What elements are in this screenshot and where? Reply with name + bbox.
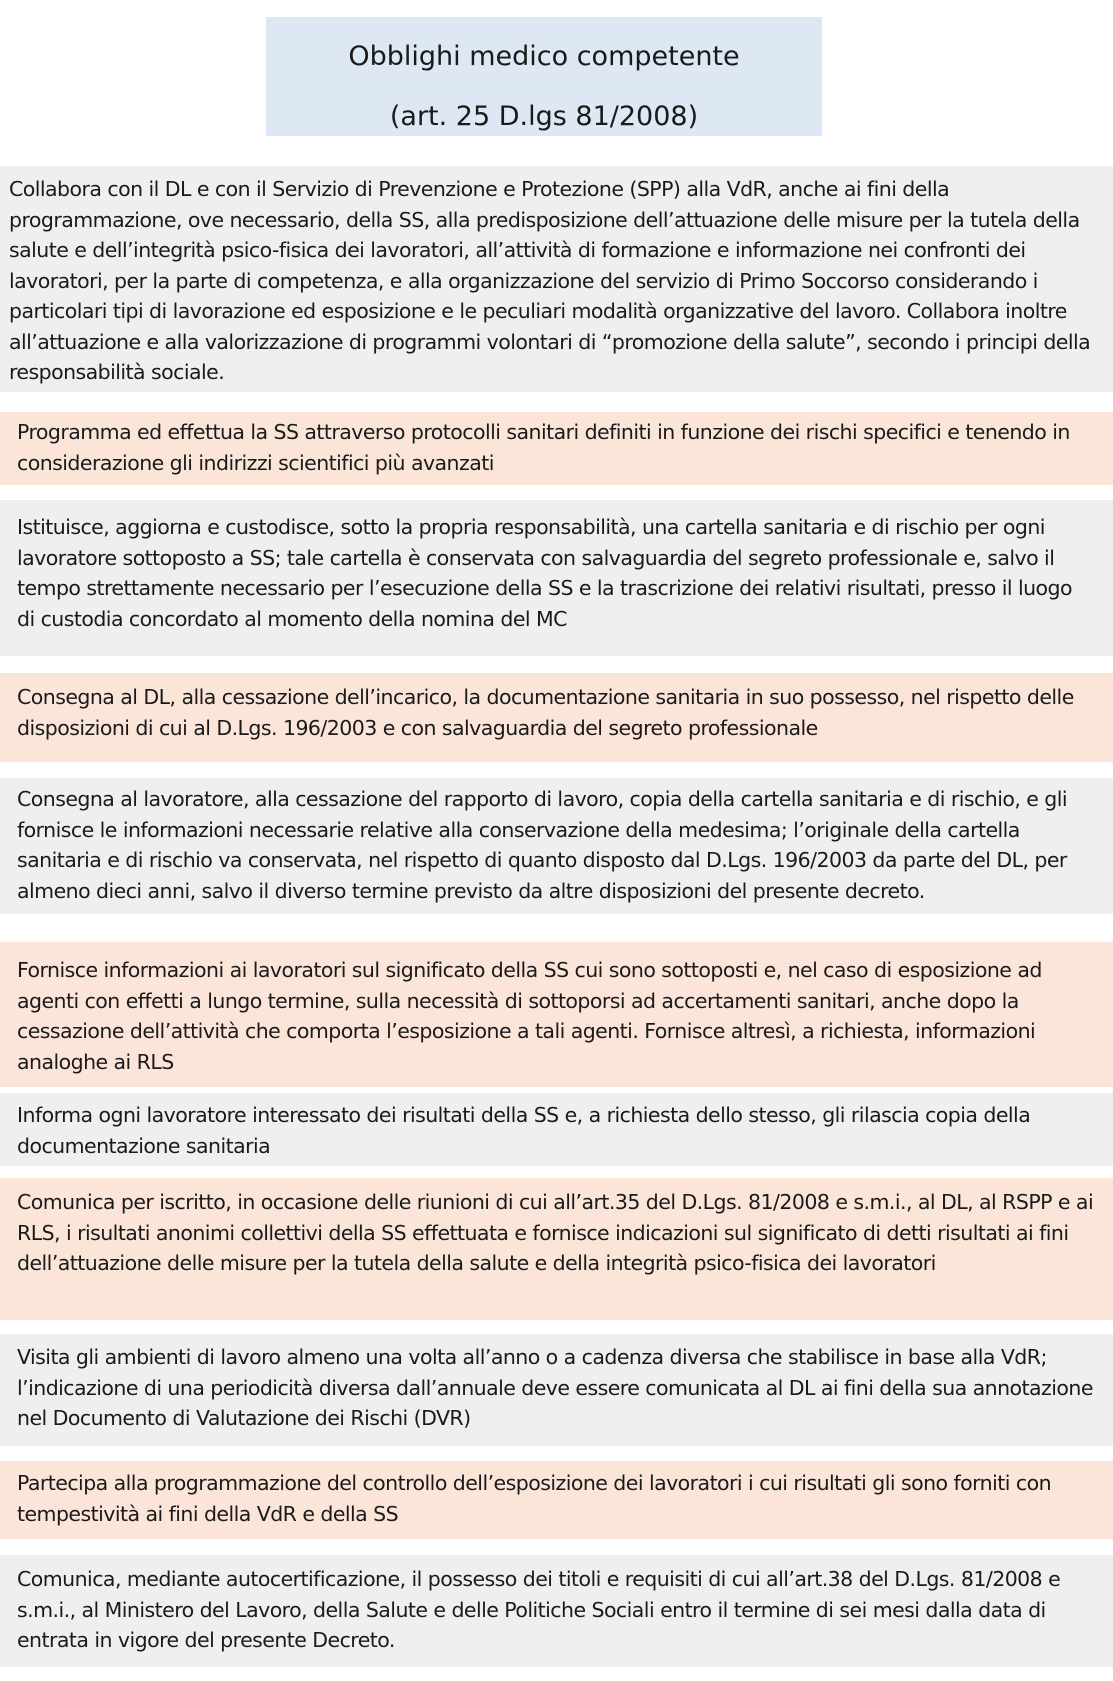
obligation-text: Comunica, mediante autocertificazione, il possesso dei titoli e requisiti di cui all’art.38 del D.Lgs. 81/2008 e s.m.i., al Ministero del Lavoro, della Salute e delle Politiche Sociali entro il termine di sei mesi dalla data di entrata in vigore del presente Decreto. [17, 1567, 1061, 1652]
obligation-block-9 [0, 1334, 1113, 1446]
obligation-text: Visita gli ambienti di lavoro almeno una volta all’anno o a cadenza diversa che stabilisce in base alla VdR; l’indicazione di una periodicità diversa dall’annuale deve essere comunicata al DL ai fini della sua annotazione nel Documento di Valutazione dei Rischi (DVR) [17, 1345, 1093, 1430]
obligation-text: Consegna al DL, alla cessazione dell’incarico, la documentazione sanitaria in suo possesso, nel rispetto delle disposizioni di cui al D.Lgs. 196/2003 e con salvaguardia del segreto professionale [17, 685, 1074, 740]
obligation-text: Informa ogni lavoratore interessato dei risultati della SS e, a richiesta dello stesso, gli rilascia copia della documentazione sanitaria [17, 1103, 1031, 1158]
obligation-text: Partecipa alla programmazione del controllo dell’esposizione dei lavoratori i cui risultati gli sono forniti con tempestività ai fini della VdR e della SS [17, 1471, 1052, 1526]
obligation-block-2 [0, 412, 1113, 485]
obligation-block-10 [0, 1461, 1113, 1539]
obligation-block-7 [0, 1093, 1113, 1166]
obligation-text: Consegna al lavoratore, alla cessazione del rapporto di lavoro, copia della cartella sanitaria e di rischio, e gli fornisce le informazioni necessarie relative alla conservazione della medesima; l’originale della cartella sanitaria e di rischio va conservata, nel rispetto di quanto disposto dal D.Lgs. 196/2003 da parte del DL, per almeno dieci anni, salvo il diverso termine previsto da altre disposizioni del presente decreto. [17, 787, 1068, 903]
title-box [266, 17, 822, 136]
obligation-block-6 [0, 942, 1113, 1087]
obligation-block-11 [0, 1555, 1113, 1667]
obligation-block-5 [0, 778, 1113, 914]
page-title: Obblighi medico competente [348, 41, 740, 72]
obligation-text: Programma ed effettua la SS attraverso protocolli sanitari definiti in funzione dei rischi specifici e tenendo in considerazione gli indirizzi scientifici più avanzati [17, 420, 1070, 475]
obligation-block-4 [0, 673, 1113, 762]
obligation-text: Collabora con il DL e con il Servizio di Prevenzione e Protezione (SPP) alla VdR, anche ai fini della programmazione, ove necessario, della SS, alla predisposizione dell’attuazione delle misure per la tutela della salute e dell’integrità psico-fisica dei lavoratori, all’attività di formazione e informazione nei confronti dei lavoratori, per la parte di competenza, e alla organizzazione del servizio di Primo Soccorso considerando i particolari tipi di lavorazione ed esposizione e le peculiari modalità organizzative del lavoro. Collabora inoltre all’attuazione e alla valorizzazione di programmi volontari di “promozione della salute”, secondo i principi della responsabilità sociale. [9, 177, 1091, 384]
obligation-block-1 [0, 166, 1113, 392]
obligation-block-8 [0, 1178, 1113, 1320]
obligation-text: Comunica per iscritto, in occasione delle riunioni di cui all’art.35 del D.Lgs. 81/2008 e s.m.i., al DL, al RSPP e ai RLS, i risultati anonimi collettivi della SS effettuata e fornisce indicazioni sul significato di detti risultati ai fini dell’attuazione delle misure per la tutela della salute e della integrità psico-fisica dei lavoratori [17, 1190, 1094, 1275]
obligation-text: Fornisce informazioni ai lavoratori sul significato della SS cui sono sottoposti e, nel caso di esposizione ad agenti con effetti a lungo termine, sulla necessità di sottoporsi ad accertamenti sanitari, anche dopo la cessazione dell’attività che comporta l’esposizione a tali agenti. Fornisce altresì, a richiesta, informazioni analoghe ai RLS [17, 958, 1042, 1074]
obligation-text: Istituisce, aggiorna e custodisce, sotto la propria responsabilità, una cartella sanitaria e di rischio per ogni lavoratore sottoposto a SS; tale cartella è conservata con salvaguardia del segreto professionale e, salvo il tempo strettamente necessario per l’esecuzione della SS e la trascrizione dei relativi risultati, presso il luogo di custodia concordato al momento della nomina del MC [17, 515, 1072, 631]
obligation-block-3 [0, 500, 1113, 656]
page-subtitle: (art. 25 D.lgs 81/2008) [389, 101, 699, 132]
